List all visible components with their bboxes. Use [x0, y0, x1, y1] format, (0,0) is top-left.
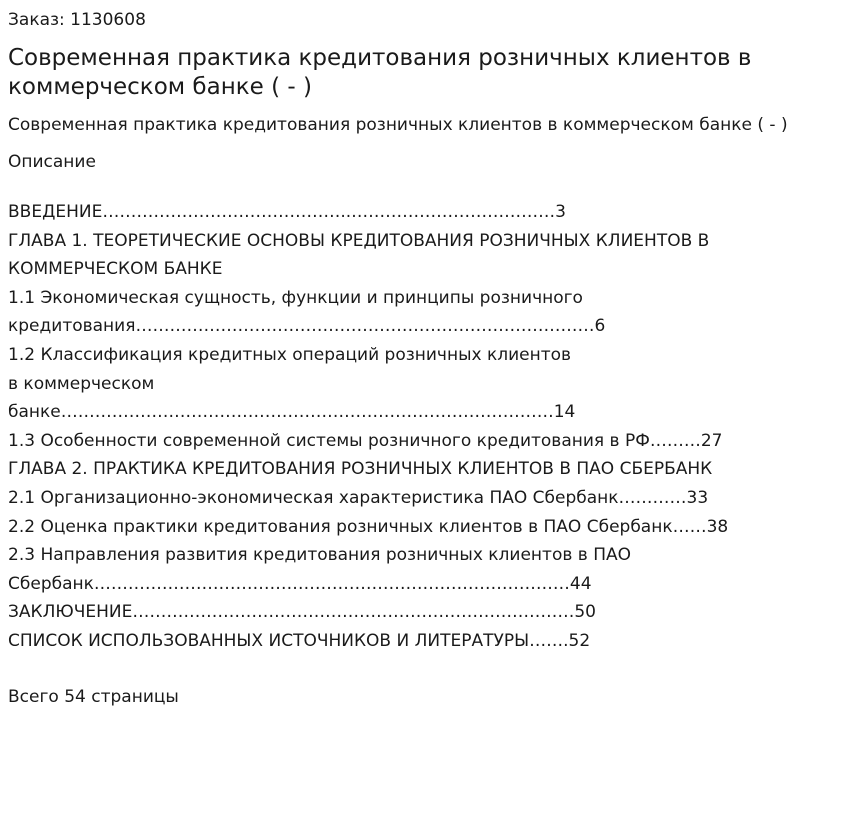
document-title: Современная практика кредитования розничных клиентов в коммерческом банке ( - ) — [8, 45, 752, 100]
toc-line: в коммерческом — [8, 373, 155, 394]
toc-line: ЗАКЛЮЧЕНИЕ……………………………………………………………………50 — [8, 602, 597, 623]
toc-line: ГЛАВА 2. ПРАКТИКА КРЕДИТОВАНИЯ РОЗНИЧНЫХ КЛИЕНТОВ В ПАО СБЕРБАНК — [8, 459, 713, 480]
toc-line: КОММЕРЧЕСКОМ БАНКЕ — [8, 259, 223, 280]
toc-line: кредитования………………………………………………………………………6 — [8, 316, 606, 337]
toc-line: 2.3 Направления развития кредитования розничных клиентов в ПАО — [8, 545, 631, 566]
toc-line: 1.1 Экономическая сущность, функции и принципы розничного — [8, 287, 583, 308]
toc-line: 2.2 Оценка практики кредитования розничных клиентов в ПАО Сбербанк……38 — [8, 516, 729, 537]
toc-line: 2.1 Организационно-экономическая характеристика ПАО Сбербанк…………33 — [8, 487, 709, 508]
description-label: Описание — [8, 152, 96, 172]
toc-line: 1.2 Классификация кредитных операций розничных клиентов — [8, 344, 572, 365]
total-pages: Всего 54 страницы — [8, 686, 179, 707]
toc-line: 1.3 Особенности современной системы розничного кредитования в РФ………27 — [8, 430, 723, 451]
order-number: Заказ: 1130608 — [8, 10, 146, 30]
toc-line: ВВЕДЕНИЕ……………………………………..………………………………3 — [8, 202, 566, 222]
toc-line: Сбербанк…………………………………………………………………………44 — [8, 573, 592, 594]
toc-line: ГЛАВА 1. ТЕОРЕТИЧЕСКИЕ ОСНОВЫ КРЕДИТОВАНИЯ РОЗНИЧНЫХ КЛИЕНТОВ В — [8, 230, 710, 251]
table-of-contents — [8, 198, 839, 656]
toc-line: СПИСОК ИСПОЛЬЗОВАННЫХ ИСТОЧНИКОВ И ЛИТЕРАТУРЫ…….52 — [8, 630, 591, 651]
document-subtitle: Современная практика кредитования розничных клиентов в коммерческом банке ( - ) — [8, 115, 788, 135]
toc-line: банке……………………………………………………………………………14 — [8, 402, 576, 423]
